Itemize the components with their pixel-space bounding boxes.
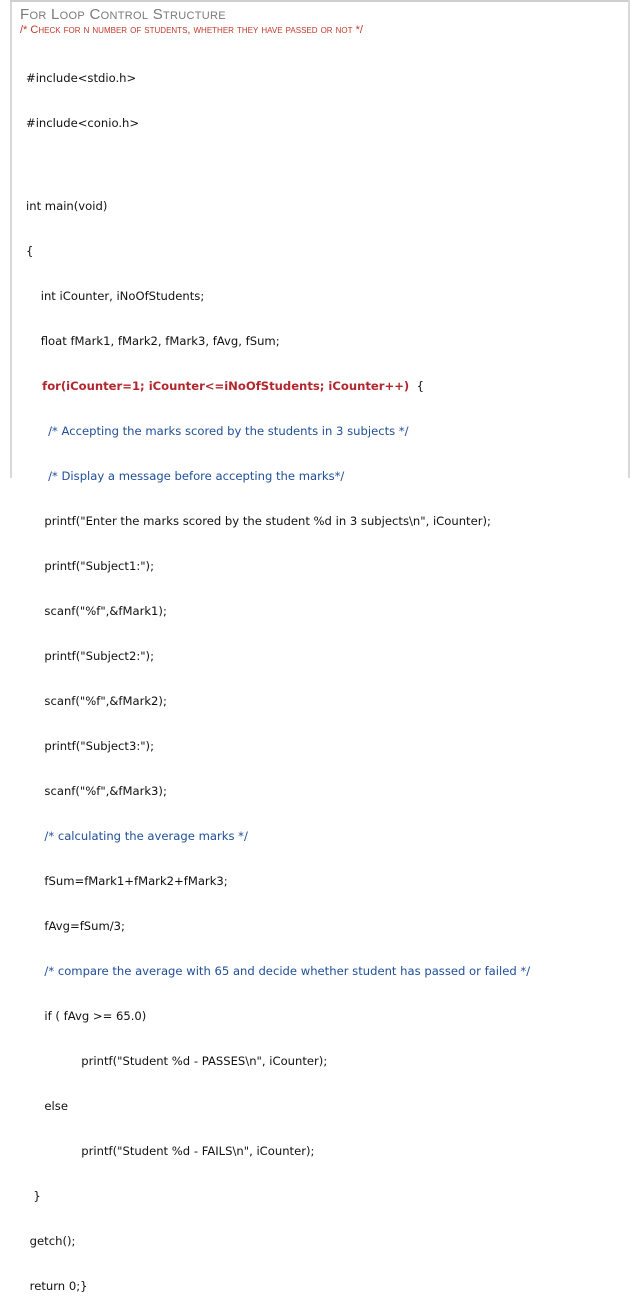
code-line-getch: getch(); bbox=[26, 1234, 76, 1248]
code-line-comment-accept: /* Accepting the marks scored by the students in 3 subjects */ bbox=[26, 424, 409, 438]
left-border bbox=[10, 0, 12, 478]
code-line-include-conio: #include<conio.h> bbox=[26, 116, 140, 130]
code-line-for bbox=[26, 379, 530, 394]
code-line-comment-average: /* calculating the average marks */ bbox=[26, 829, 248, 843]
code-line-else: else bbox=[26, 1099, 68, 1113]
code-line-printf-enter: printf("Enter the marks scored by the student %d in 3 subjects\n", iCounter); bbox=[26, 514, 491, 528]
code-block bbox=[26, 41, 530, 1309]
code-line-if: if ( fAvg >= 65.0) bbox=[26, 1009, 147, 1023]
header-comment: /* Check for n number of students, whether they have passed or not */ bbox=[20, 24, 363, 36]
code-line-scanf-mark3: scanf("%f",&fMark3); bbox=[26, 784, 167, 798]
code-line-scanf-mark2: scanf("%f",&fMark2); bbox=[26, 694, 167, 708]
code-line-printf-subject3: printf("Subject3:"); bbox=[26, 739, 154, 753]
code-line-printf-subject2: printf("Subject2:"); bbox=[26, 649, 154, 663]
code-line-sum: fSum=fMark1+fMark2+fMark3; bbox=[26, 874, 228, 888]
code-line-printf-passes: printf("Student %d - PASSES\n", iCounter); bbox=[26, 1054, 328, 1068]
code-line-close-brace: } bbox=[26, 1189, 41, 1203]
for-statement: for(iCounter=1; iCounter<=iNoOfStudents; iCounter++) bbox=[26, 379, 410, 393]
right-border bbox=[628, 0, 630, 478]
code-line-avg: fAvg=fSum/3; bbox=[26, 919, 125, 933]
for-open-brace: { bbox=[409, 379, 424, 393]
code-line-include-stdio: #include<stdio.h> bbox=[26, 71, 137, 85]
spacer bbox=[26, 161, 530, 169]
code-line-scanf-mark1: scanf("%f",&fMark1); bbox=[26, 604, 167, 618]
code-line-int-decl: int iCounter, iNoOfStudents; bbox=[26, 289, 205, 303]
code-line-printf-subject1: printf("Subject1:"); bbox=[26, 559, 154, 573]
code-line-return: return 0;} bbox=[26, 1279, 88, 1293]
slide-title: For Loop Control Structure bbox=[20, 6, 226, 23]
code-line-comment-compare: /* compare the average with 65 and decide whether student has passed or failed */ bbox=[26, 964, 531, 978]
code-line-float-decl: float fMark1, fMark2, fMark3, fAvg, fSum; bbox=[26, 334, 280, 348]
code-line-main: int main(void) bbox=[26, 199, 108, 213]
code-line-printf-fails: printf("Student %d - FAILS\n", iCounter); bbox=[26, 1144, 315, 1158]
top-border bbox=[10, 0, 628, 2]
code-line-comment-display: /* Display a message before accepting the marks*/ bbox=[26, 469, 345, 483]
code-line-open-brace: { bbox=[26, 244, 34, 258]
